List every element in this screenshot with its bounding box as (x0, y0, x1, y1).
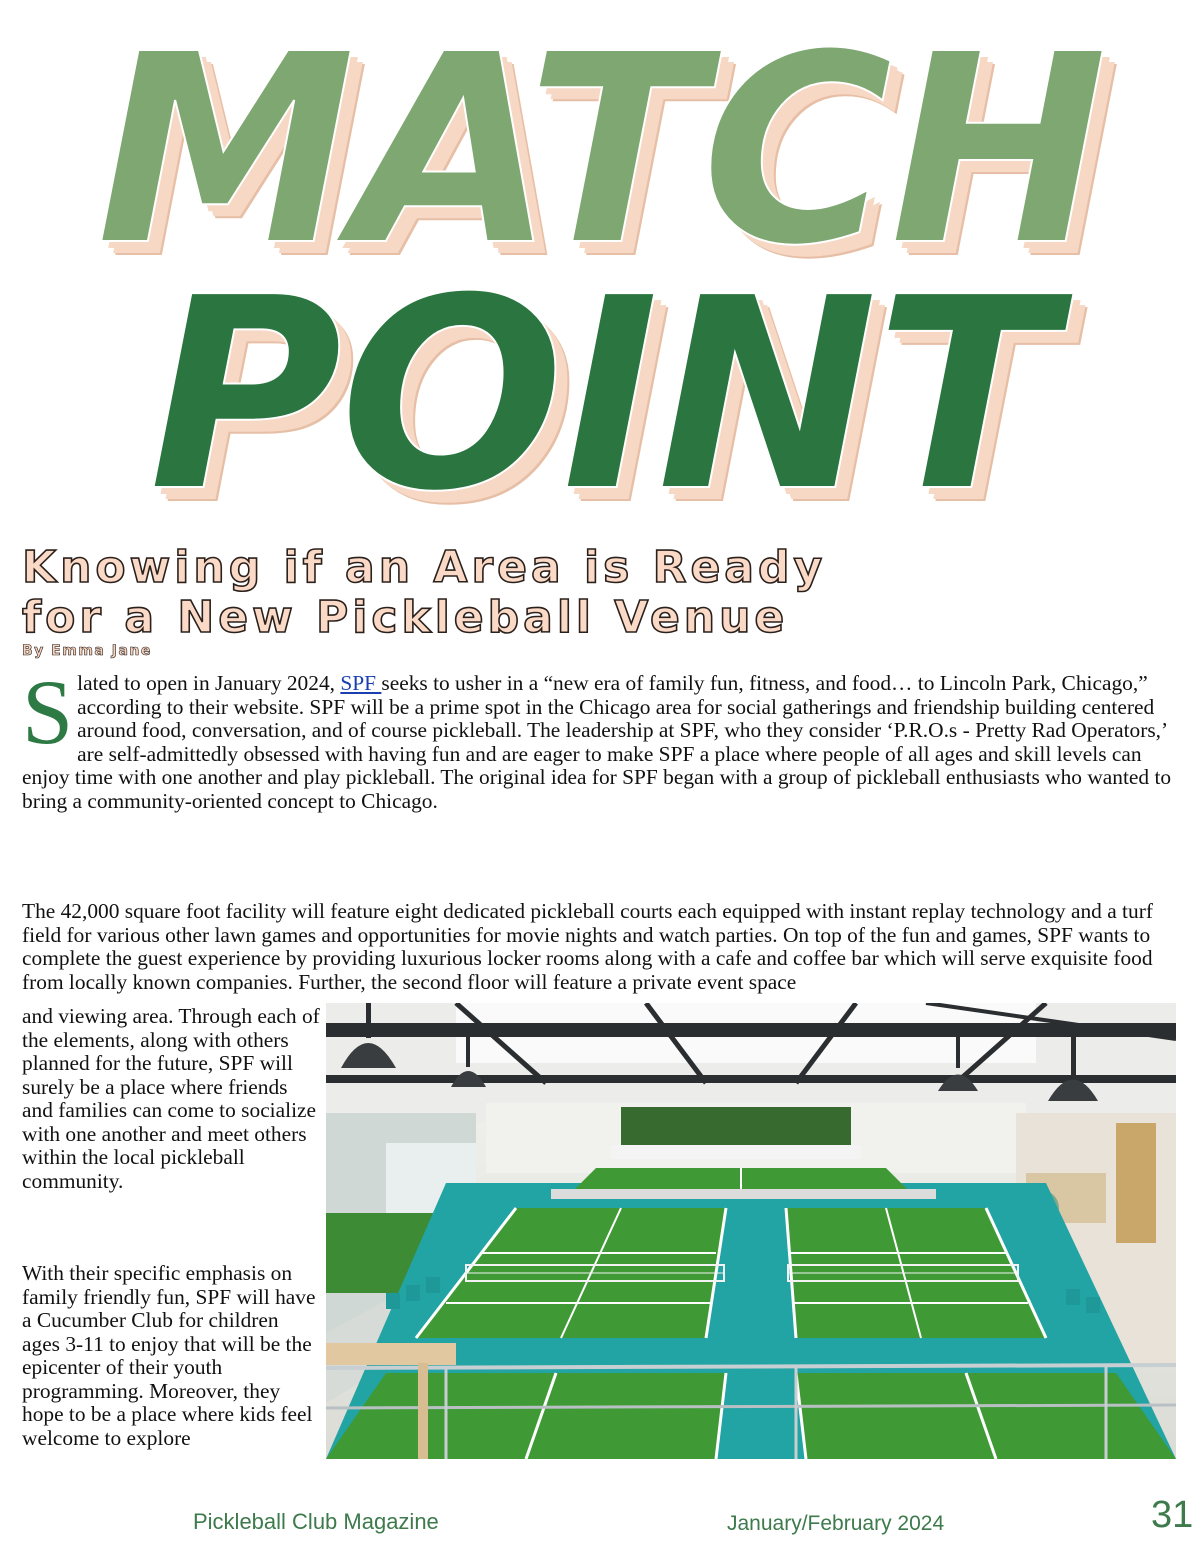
paragraph-intro-rest: seeks to usher in a “new era of family fun, fitness, and food… to Lincoln Park, Chicago,” according to their website. SPF will be a prime spot in the Chicago area for social gatherings and friendship building centered around food, conversation, and of course pickleball. The leadership at SPF, who they consider ‘P.R.O.s - Pretty Rad Operators,’ are self-admittedly obsessed with having fun and are eager to make SPF a place where people of all ages and skill levels can enjoy time with one another and play pickleball. The original idea for SPF began with a group of pickleball enthusiasts who wanted to bring a community-oriented concept to Chicago. (22, 671, 1172, 813)
paragraph-viewing-area: and viewing area. Through each of the elements, along with others planned for the future, SPF will surely be a place where friends and families can come to socialize with one another and meet others within the local pickleball community. (22, 1004, 320, 1193)
byline: By Emma Jane (22, 643, 152, 659)
hero-title-line2: POINT (147, 240, 1053, 550)
venue-photo (326, 1003, 1176, 1459)
footer-magazine-name: Pickleball Club Magazine (193, 1509, 439, 1534)
footer-issue-date: January/February 2024 (727, 1512, 945, 1535)
hero-title-line1: MATCH (95, 0, 1105, 303)
page-number: 31 (1151, 1494, 1194, 1536)
subtitle-line1: Knowing if an Area is Ready (22, 542, 827, 593)
indoor-courts-illustration (326, 1003, 1176, 1459)
spf-link[interactable]: SPF (340, 671, 382, 695)
paragraph-cucumber-club: With their specific emphasis on family friendly fun, SPF will have a Cucumber Club for children ages 3-11 to enjoy that will be the epicenter of their youth programming. Moreover, they hope to be a place where kids feel welcome to explore (22, 1261, 316, 1450)
paragraph-facility: The 42,000 square foot facility will feature eight dedicated pickleball courts each equipped with instant replay technology and a turf field for various other lawn games and opportunities for movie nights and watch parties. On top of the fun and games, SPF wants to complete the guest experience by providing luxurious locker rooms along with a cafe and coffee bar which will serve exquisite food from locally known companies. Further, the second floor will feature a private event space (22, 899, 1153, 994)
subtitle-line2: for a New Pickleball Venue (22, 592, 789, 643)
drop-cap: S (22, 661, 74, 763)
paragraph-intro-start: lated to open in January 2024, (77, 671, 341, 695)
paragraph-intro (22, 661, 1184, 813)
